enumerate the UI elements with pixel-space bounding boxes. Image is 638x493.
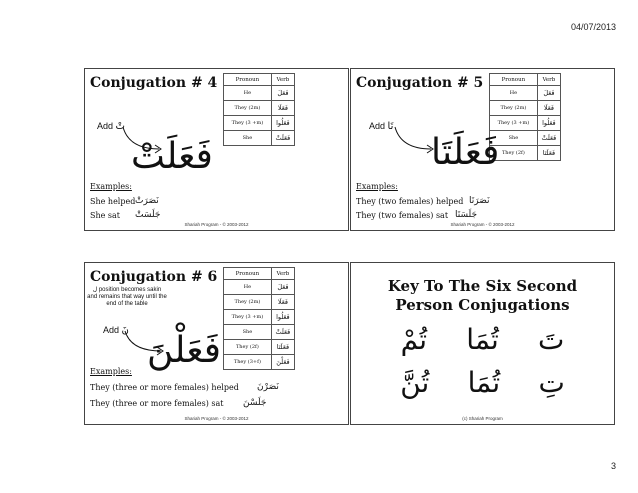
big-verb: فَعَلَتْ	[131, 136, 213, 177]
add-suffix: تْ	[115, 121, 125, 132]
pronoun-cell: She	[224, 325, 272, 340]
slide-key	[350, 262, 615, 425]
verb-cell: فَعَلَتْ	[271, 325, 294, 340]
add-suffix: نَ	[121, 325, 129, 336]
pronoun-header: Pronoun	[224, 74, 272, 86]
example-ar: نَصَرْنَ	[257, 382, 279, 392]
pronoun-cell: She	[224, 131, 272, 146]
verb-cell: فَعَلَتَا	[271, 340, 294, 355]
table-row	[224, 295, 295, 310]
table-row	[224, 310, 295, 325]
verb-cell: فَعَلُوا	[537, 116, 560, 131]
table-row	[490, 131, 561, 146]
sakin-note: ل position becomes sakin and remains that way until the end of the table	[87, 287, 167, 308]
table-row	[224, 340, 295, 355]
page-number: 3	[610, 461, 616, 471]
pronoun-cell: They (2m)	[224, 101, 272, 116]
slide-conjugation-4	[84, 68, 349, 231]
verb-cell: فَعَلَا	[271, 101, 294, 116]
add-text: Add	[369, 121, 386, 131]
verb-cell: فَعَلْنَ	[271, 355, 294, 370]
verb-cell: فَعَلَ	[271, 86, 294, 101]
pronoun-cell: They (3 +m)	[224, 310, 272, 325]
table-row	[224, 325, 295, 340]
add-suffix: تَا	[387, 121, 394, 132]
slide-footer: Shariah Program - © 2003-2012	[184, 416, 249, 421]
key-suffix: تَ	[538, 323, 565, 356]
verb-cell: فَعَلَ	[537, 86, 560, 101]
pronoun-header: Pronoun	[490, 74, 538, 86]
add-text: Add	[103, 325, 120, 335]
example-en: They (two females) sat	[356, 211, 449, 220]
key-suffix: تُمَا	[467, 366, 501, 399]
verb-cell: فَعَلُوا	[271, 116, 294, 131]
table-row	[224, 116, 295, 131]
key-suffix: تُمْ	[400, 323, 428, 356]
example-en: They (two females) helped	[356, 197, 464, 206]
examples-heading: Examples:	[90, 182, 132, 191]
table-row	[490, 86, 561, 101]
verb-header: Verb	[271, 268, 294, 280]
pronoun-cell: They (2m)	[224, 295, 272, 310]
big-verb: فَعَلْنَ	[147, 330, 221, 371]
verb-cell: فَعَلَتَا	[537, 146, 560, 161]
table-header-row	[490, 74, 561, 86]
slide-footer: Shariah Program - © 2003-2012	[184, 222, 249, 227]
pronoun-cell: They (3+f)	[224, 355, 272, 370]
big-verb: فَعَلَتَا	[431, 132, 500, 173]
pronoun-cell: They (2m)	[490, 101, 538, 116]
key-row-1	[351, 323, 614, 356]
verb-header: Verb	[537, 74, 560, 86]
slide-footer: (c) Shariah Program	[462, 416, 503, 421]
verb-cell: فَعَلَا	[537, 101, 560, 116]
slide-title: Conjugation # 4	[90, 75, 218, 91]
slide-title: Conjugation # 6	[90, 269, 218, 285]
table-row	[224, 280, 295, 295]
verb-cell: فَعَلُوا	[271, 310, 294, 325]
example-en: She helped	[90, 197, 136, 206]
verb-cell: فَعَلَا	[271, 295, 294, 310]
key-title-line2: Person Conjugations	[395, 295, 570, 314]
pronoun-cell: He	[490, 86, 538, 101]
table-row	[224, 86, 295, 101]
examples-heading: Examples:	[356, 182, 398, 191]
example-ar: جَلَسَتَا	[455, 210, 478, 220]
key-row-2	[351, 366, 614, 399]
table-row	[224, 101, 295, 116]
pronoun-cell: They (3 +m)	[490, 116, 538, 131]
example-ar: نَصَرَتْ	[135, 196, 159, 206]
pronoun-cell: They (2f)	[490, 146, 538, 161]
verb-header: Verb	[271, 74, 294, 86]
pronoun-cell: They (3 +m)	[224, 116, 272, 131]
pronoun-header: Pronoun	[224, 268, 272, 280]
add-instruction	[369, 121, 393, 132]
table-row	[490, 101, 561, 116]
examples-heading: Examples:	[90, 367, 132, 376]
example-ar: جَلَسْنَ	[243, 398, 267, 408]
pronoun-verb-table	[223, 73, 295, 146]
date: 04/07/2013	[570, 22, 616, 32]
table-row	[224, 355, 295, 370]
table-row	[490, 116, 561, 131]
key-title	[351, 277, 614, 315]
table-header-row	[224, 74, 295, 86]
pronoun-verb-table	[223, 267, 295, 370]
key-suffix: تُمَا	[466, 323, 499, 356]
add-text: Add	[97, 121, 114, 131]
table-row	[490, 146, 561, 161]
verb-cell: فَعَلَ	[271, 280, 294, 295]
slide-conjugation-6	[84, 262, 349, 425]
verb-cell: فَعَلَتْ	[537, 131, 560, 146]
pronoun-cell: They (2f)	[224, 340, 272, 355]
pronoun-verb-table	[489, 73, 561, 161]
pronoun-cell: He	[224, 86, 272, 101]
key-title-line1: Key To The Six Second	[387, 277, 578, 295]
example-ar: جَلَسَتْ	[135, 210, 161, 220]
example-en: They (three or more females) helped	[90, 383, 239, 392]
slide-conjugation-5	[350, 68, 615, 231]
table-header-row	[224, 268, 295, 280]
slide-title: Conjugation # 5	[356, 75, 484, 91]
table-row	[224, 131, 295, 146]
pronoun-cell: She	[490, 131, 538, 146]
pronoun-cell: He	[224, 280, 272, 295]
example-ar: نَصَرَتَا	[469, 196, 490, 206]
key-suffix: تُنَّ	[400, 366, 430, 399]
slide-footer: Shariah Program - © 2003-2012	[450, 222, 515, 227]
key-suffix: تِ	[538, 366, 565, 399]
example-en: They (three or more females) sat	[90, 399, 224, 408]
verb-cell: فَعَلَتْ	[271, 131, 294, 146]
example-en: She sat	[90, 211, 120, 220]
